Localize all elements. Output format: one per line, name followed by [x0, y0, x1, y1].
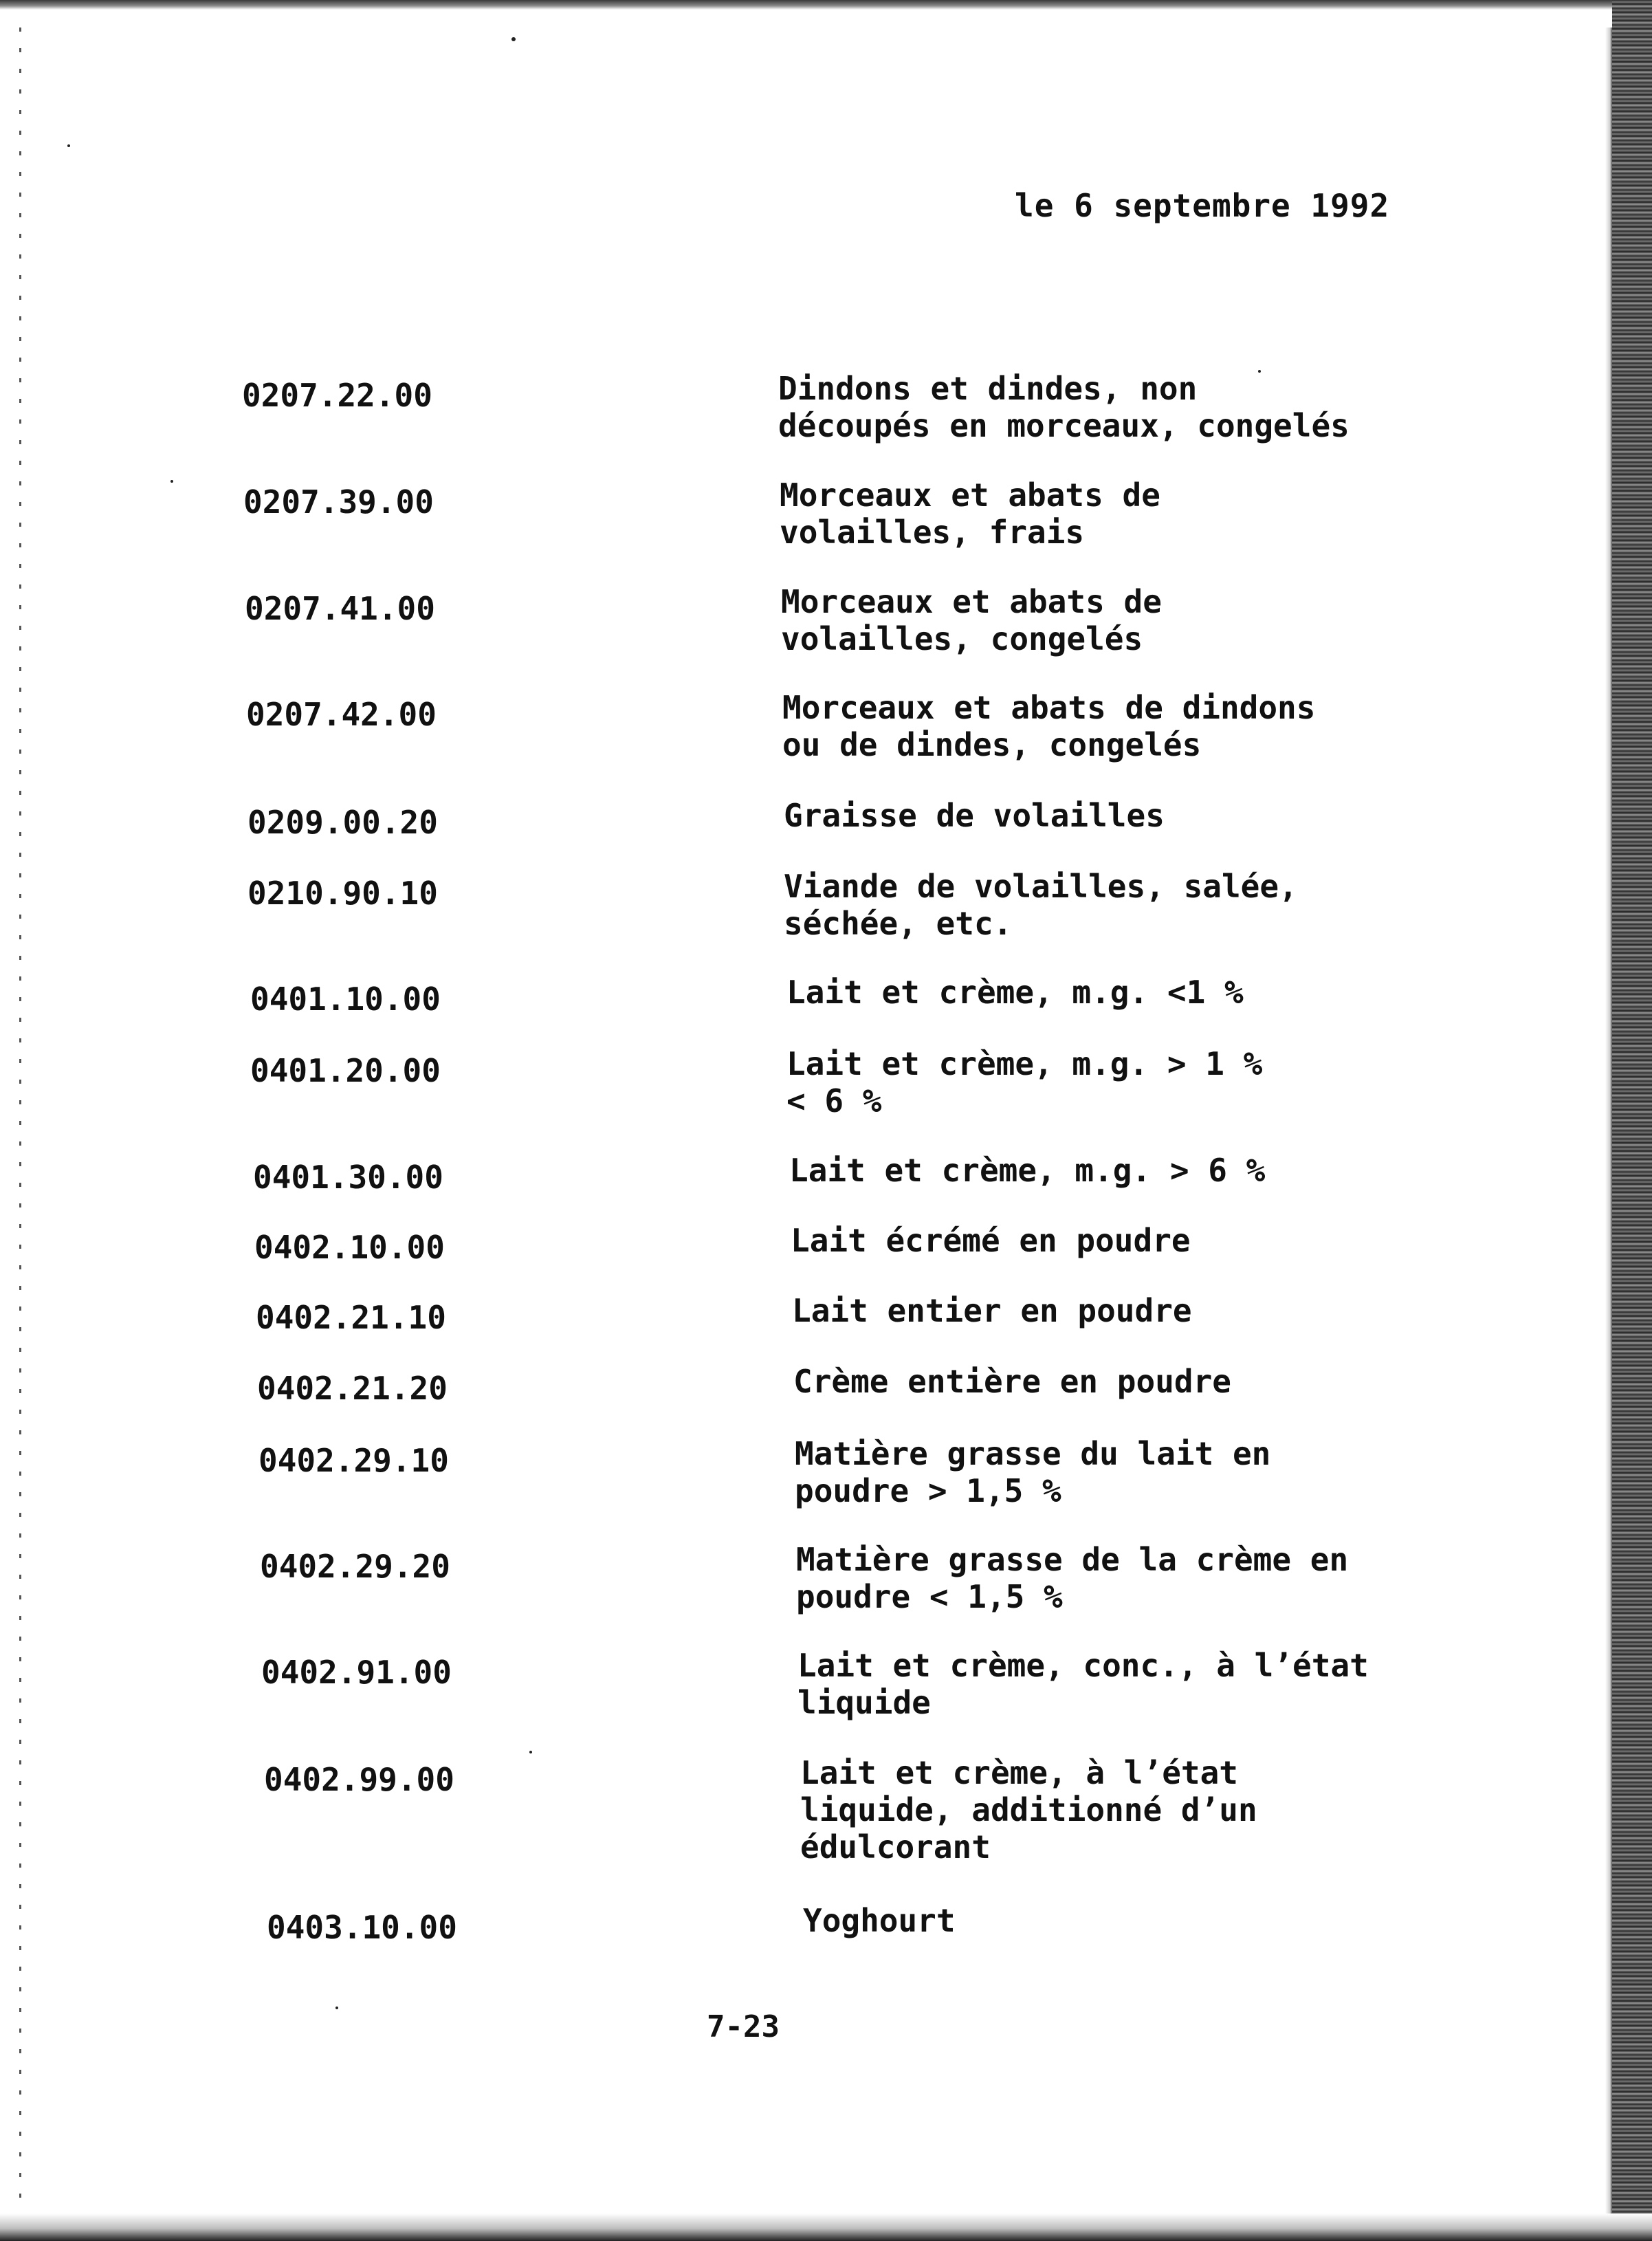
tariff-description-line: volailles, frais — [780, 514, 1085, 551]
document-date: le 6 septembre 1992 — [1015, 187, 1390, 224]
tariff-code: 0402.21.20 — [257, 1370, 448, 1407]
tariff-description — [795, 1435, 1270, 1509]
scan-bottom-edge — [0, 2213, 1652, 2241]
tariff-description — [784, 797, 1165, 834]
tariff-description — [786, 1045, 1262, 1119]
scan-speck — [335, 2007, 338, 2009]
scan-right-edge — [1612, 0, 1652, 2241]
tariff-description — [784, 868, 1298, 942]
tariff-description-line: Lait entier en poudre — [792, 1292, 1192, 1329]
tariff-code: 0401.10.00 — [250, 981, 441, 1018]
page-number: 7-23 — [707, 2009, 780, 2044]
tariff-description-line: Matière grasse du lait en — [795, 1435, 1271, 1472]
tariff-code: 0210.90.10 — [247, 875, 438, 912]
tariff-description-line: Lait et crème, à l’état — [800, 1754, 1238, 1791]
tariff-description-line: Lait et crème, m.g. > 1 % — [786, 1045, 1263, 1082]
tariff-description-line: Morceaux et abats de dindons — [782, 689, 1316, 726]
tariff-description-line: ou de dindes, congelés — [782, 726, 1202, 763]
tariff-description — [791, 1222, 1191, 1259]
scan-speck — [529, 1751, 532, 1753]
scan-top-edge — [0, 0, 1652, 10]
tariff-description-line: Dindons et dindes, non — [778, 370, 1198, 407]
tariff-code: 0207.41.00 — [245, 590, 435, 627]
scan-speck — [511, 37, 516, 41]
tariff-description-line: poudre < 1,5 % — [796, 1578, 1063, 1615]
tariff-description — [789, 1152, 1265, 1189]
tariff-code: 0402.91.00 — [261, 1654, 452, 1691]
tariff-code: 0207.42.00 — [246, 696, 437, 733]
tariff-code: 0402.10.00 — [254, 1229, 445, 1266]
tariff-description — [800, 1754, 1257, 1866]
tariff-description-line: Viande de volailles, salée, — [784, 868, 1298, 905]
tariff-description-line: Morceaux et abats de — [780, 477, 1160, 514]
tariff-code: 0401.20.00 — [250, 1052, 441, 1089]
tariff-description-line: < 6 % — [786, 1082, 882, 1119]
tariff-description — [792, 1292, 1192, 1329]
tariff-description-line: Graisse de volailles — [784, 797, 1165, 834]
tariff-code: 0402.29.10 — [258, 1442, 449, 1479]
scan-speck — [170, 480, 173, 483]
tariff-description-line: édulcorant — [800, 1828, 991, 1866]
scan-left-marks — [19, 28, 21, 2214]
tariff-description-line: poudre > 1,5 % — [795, 1472, 1061, 1509]
tariff-description-line: volailles, congelés — [781, 620, 1143, 657]
tariff-description-line: Lait et crème, m.g. > 6 % — [789, 1152, 1266, 1189]
tariff-description-line: Yoghourt — [803, 1902, 956, 1939]
tariff-code: 0402.99.00 — [264, 1761, 454, 1798]
tariff-description — [797, 1647, 1369, 1721]
tariff-description-line: Morceaux et abats de — [781, 583, 1162, 620]
tariff-code: 0207.22.00 — [242, 377, 432, 414]
tariff-description-line: liquide — [797, 1684, 931, 1721]
tariff-description-line: Lait et crème, conc., à l’état — [797, 1647, 1369, 1684]
tariff-code: 0402.21.10 — [256, 1299, 446, 1336]
tariff-description — [803, 1902, 956, 1939]
tariff-code: 0209.00.20 — [247, 804, 438, 841]
tariff-description — [796, 1541, 1348, 1615]
tariff-code: 0403.10.00 — [267, 1909, 457, 1946]
tariff-code: 0401.30.00 — [253, 1159, 443, 1196]
scan-speck — [67, 144, 70, 147]
tariff-description — [781, 583, 1162, 657]
tariff-code: 0402.29.20 — [260, 1548, 450, 1585]
tariff-description-line: découpés en morceaux, congelés — [778, 407, 1350, 444]
tariff-description-line: Lait écrémé en poudre — [791, 1222, 1191, 1259]
tariff-description-line: séchée, etc. — [784, 905, 1013, 942]
tariff-description — [786, 974, 1244, 1011]
tariff-code: 0207.39.00 — [243, 483, 434, 521]
tariff-description — [780, 477, 1160, 551]
tariff-description — [778, 370, 1350, 444]
tariff-description-line: Lait et crème, m.g. <1 % — [786, 974, 1244, 1011]
tariff-description — [782, 689, 1315, 763]
tariff-description-line: liquide, additionné d’un — [800, 1791, 1257, 1828]
tariff-description-line: Crème entière en poudre — [793, 1363, 1231, 1400]
tariff-description — [793, 1363, 1231, 1400]
tariff-description-line: Matière grasse de la crème en — [796, 1541, 1349, 1578]
page-right-fold — [1605, 28, 1612, 2228]
